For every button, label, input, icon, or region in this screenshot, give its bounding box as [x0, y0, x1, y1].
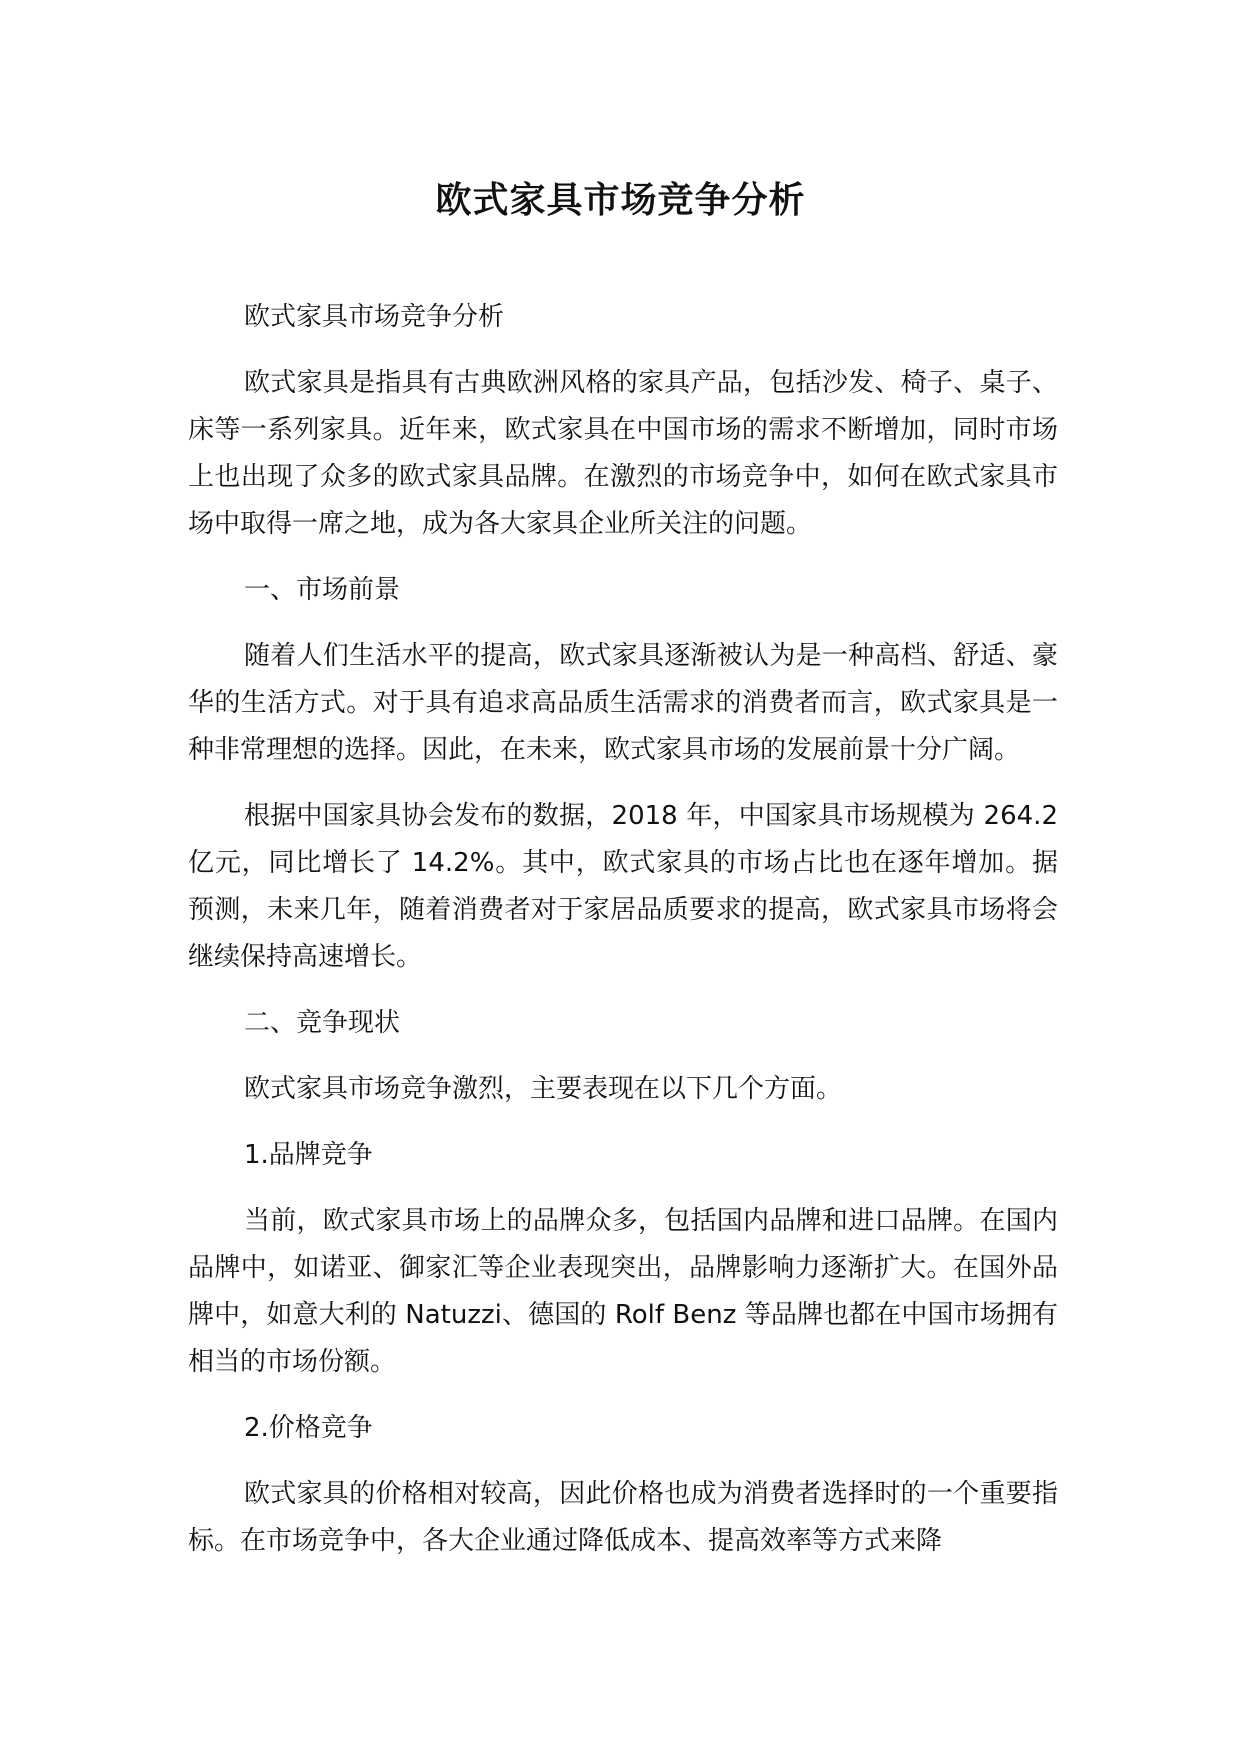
intro-heading: 欧式家具市场竞争分析	[244, 302, 505, 332]
document-title: 欧式家具市场竞争分析	[435, 180, 806, 221]
section-heading-market-outlook: 一、市场前景	[244, 575, 401, 605]
subheading-brand-competition: 1.品牌竞争	[244, 1140, 373, 1170]
price-competition-paragraph: 欧式家具的价格相对较高，因此价格也成为消费者选择时的一个重要指标。在市场竞争中，各大企业通过降低成本、提高效率等方式来降	[188, 1479, 1058, 1556]
section-heading-competition-status: 二、竞争现状	[244, 1008, 401, 1038]
intro-paragraph: 欧式家具是指具有古典欧洲风格的家具产品，包括沙发、椅子、桌子、床等一系列家具。近年来，欧式家具在中国市场的需求不断增加，同时市场上也出现了众多的欧式家具品牌。在激烈的市场竞争中，如何在欧式家具市场中取得一席之地，成为各大家具企业所关注的问题。	[188, 368, 1058, 539]
brand-competition-paragraph: 当前，欧式家具市场上的品牌众多，包括国内品牌和进口品牌。在国内品牌中，如诺亚、御家汇等企业表现突出，品牌影响力逐渐扩大。在国外品牌中，如意大利的 Natuzzi、德国的 Rolf Benz 等品牌也都在中国市场拥有相当的市场份额。	[188, 1206, 1058, 1377]
document-body	[188, 294, 1058, 1584]
subheading-price-competition: 2.价格竞争	[244, 1413, 373, 1443]
market-outlook-paragraph-2: 根据中国家具协会发布的数据，2018 年，中国家具市场规模为 264.2 亿元，同比增长了 14.2%。其中，欧式家具的市场占比也在逐年增加。据预测，未来几年，随着消费者对于家居品质要求的提高，欧式家具市场将会继续保持高速增长。	[188, 801, 1058, 972]
market-outlook-paragraph-1: 随着人们生活水平的提高，欧式家具逐渐被认为是一种高档、舒适、豪华的生活方式。对于具有追求高品质生活需求的消费者而言，欧式家具是一种非常理想的选择。因此，在未来，欧式家具市场的发展前景十分广阔。	[188, 641, 1058, 765]
competition-summary-line: 欧式家具市场竞争激烈，主要表现在以下几个方面。	[244, 1074, 843, 1104]
